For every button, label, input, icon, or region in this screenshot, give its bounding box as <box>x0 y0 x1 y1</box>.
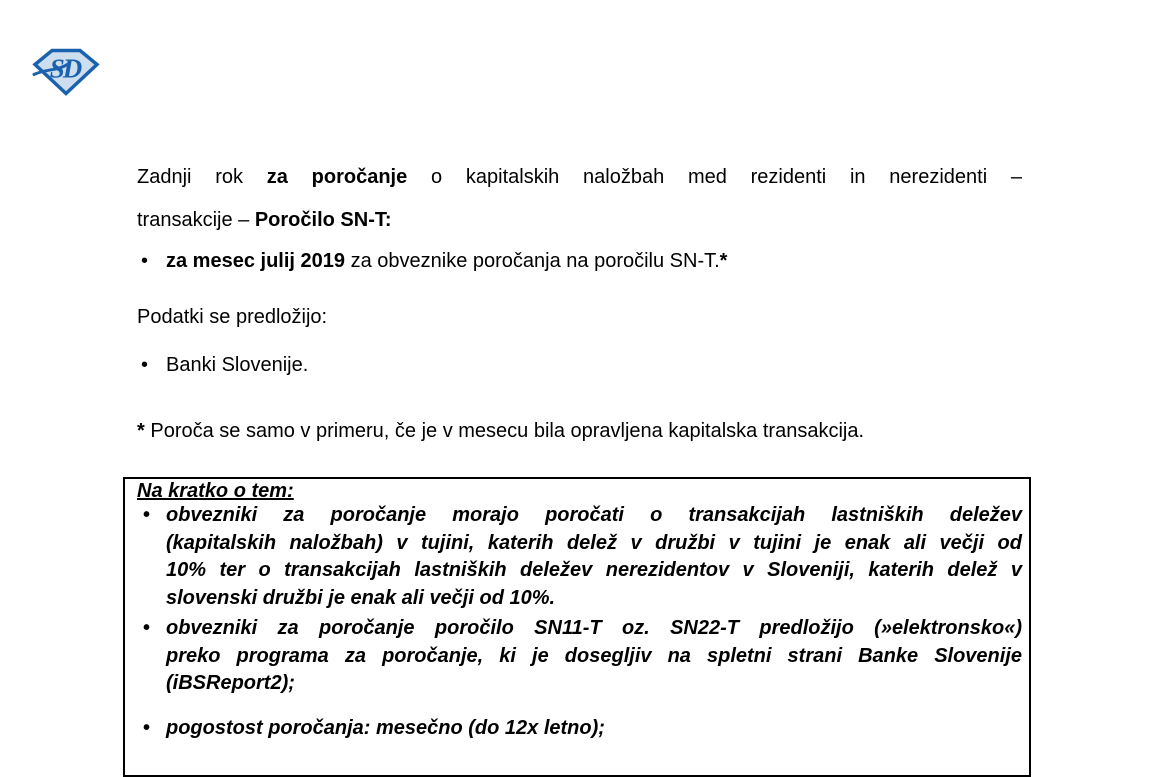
info-box-line: obvezniki za poročanje poročilo SN11-T oz. SN22-T predložijo (»elektronsko«) <box>166 617 1022 639</box>
info-box-bullet-1-text <box>166 502 1022 612</box>
info-box-bullet-2 <box>137 615 1022 698</box>
recipient-text: Banki Slovenije. <box>166 354 309 376</box>
logo-letters: SD <box>49 53 81 84</box>
heading-line-2: transakcije – Poročilo SN-T: <box>137 209 392 231</box>
info-box-line: obvezniki za poročanje morajo poročati o transakcijah lastniških deležev <box>166 504 1022 526</box>
info-box-title: Na kratko o tem: <box>137 480 294 502</box>
info-box-bullet-2-text <box>166 615 1022 698</box>
footnote-text: * Poroča se samo v primeru, če je v mesecu bila opravljena kapitalska transakcija. <box>137 420 865 442</box>
info-box-bullet-3 <box>137 715 1022 743</box>
bullet-dot-icon: • <box>143 617 151 639</box>
info-box-line: slovenski družbi je enak ali večji od 10%. <box>166 586 556 609</box>
bullet-dot-icon: • <box>143 716 151 739</box>
heading-line-1: Zadnji rok za poročanje o kapitalskih naložbah med rezidenti in nerezidenti – <box>137 166 1023 188</box>
deadline-text: za mesec julij 2019 za obveznike poročanja na poročilu SN-T.* <box>166 250 728 272</box>
info-box-line: 10% ter o transakcijah lastniških deležev nerezidentov v Sloveniji, katerih delež v <box>166 559 1022 581</box>
recipient-bullet-item <box>137 344 1022 387</box>
bullet-dot-icon: • <box>143 504 151 526</box>
info-box <box>123 477 1031 777</box>
info-box-line: (iBSReport2); <box>166 672 295 694</box>
info-box-line: preko programa za poročanje, ki je dosegljiv na spletni strani Banke Slovenije <box>166 644 1022 667</box>
bullet-dot-icon: • <box>141 250 149 272</box>
info-box-bullet-1 <box>137 502 1022 612</box>
info-box-line: (kapitalskih naložbah) v tujini, katerih delež v družbi v tujini je enak ali večji od <box>166 531 1022 554</box>
sd-shield-icon <box>33 46 99 96</box>
sd-logo <box>33 46 99 96</box>
bullet-dot-icon: • <box>141 354 149 376</box>
submission-intro: Podatki se predložijo: <box>137 306 328 328</box>
main-heading <box>137 156 1022 242</box>
deadline-bullet-item <box>137 240 1022 283</box>
info-box-bullet-3-text: pogostost poročanja: mesečno (do 12x letno); <box>166 716 605 739</box>
